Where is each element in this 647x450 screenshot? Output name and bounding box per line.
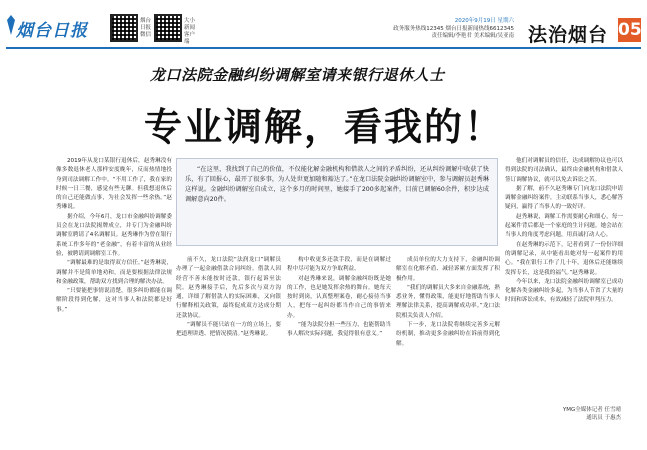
paragraph: 前不久，龙口法院“法润龙口”调解员办理了一起金融借款合同纠纷。借款人因经营不善未能按时还款，银行起诉至法院。赵秀琳接手后，先后多次与双方沟通，详细了解借款人的实际困难，又向银行解释相关政策，最终促成双方达成分期还款协议。 (176, 257, 281, 319)
qr-code-icon (154, 14, 182, 42)
masthead-divider (6, 47, 641, 49)
article-column-5 (505, 157, 623, 447)
section-title: 法治烟台 (528, 24, 609, 46)
page-number: 05 (618, 20, 642, 40)
article-headline: 专业调解，看我的！ (144, 105, 505, 149)
issue-date: 2020年9月19日 星期六 (454, 18, 514, 24)
article-kicker: 龙口法院金融纠纷调解室请来银行退休人士 (150, 66, 445, 84)
lead-quote-box: “在这里，我找到了自己的价值，不仅能化解金融机构和借款人之间的矛盾纠纷，还从纠纷调解中收获了快乐，有了回报心，最开了很多事，为人处世更加随和豁达了。”在龙口法院金融纠纷调解室中，参与调解员赵秀琳这样说。金融纠纷调解室自成立，这个多月的时间里，她接手了200多起案件，目前已调解60余件，积步达成调解意向20件。 (176, 158, 498, 246)
masthead (6, 12, 641, 46)
hotline-info: 政务服务热线12345 烟台日报新闻热线6612345 (393, 25, 514, 32)
paragraph: 2019年从龙口某银行退休后，赵秀琳没有像多数退休老人那样安度晚年，反而热情地投身到司法调解工作中。“不用工作了，我在家的时候一日三餐，感觉有些无聊。但我想退休后的自己还能做点事，为社会发挥一些余热。”赵秀琳说。 (56, 158, 172, 211)
paragraph: 下一步，龙口法院将继续完善多元解纷机制，推动更多金融纠纷在诉前得到化解。 (396, 322, 500, 347)
paragraph: 赵秀琳说，调解工作需要耐心和细心，每一起案件背后都是一个家庭的生计问题。她会站在当事人的角度考虑问题，用真诚打动人心。 (505, 213, 623, 239)
paragraph: 对赵秀琳来说，调解金融纠纷既是她的工作，也是她发挥余热的舞台。她每天按时到岗，认真整理案卷，耐心接待当事人，把每一起纠纷都当作自己的事情来办。 (287, 275, 391, 319)
paragraph: “能为法院分担一些压力，也能帮助当事人解决实际问题，我觉得很有意义。” (287, 322, 391, 338)
paragraph: 今年以来，龙口法院金融纠纷调解室已成功化解各类金融纠纷多起，为当事人节省了大量的时间和诉讼成本，有效减轻了法院审判压力。 (505, 278, 623, 304)
article-column-1 (56, 157, 172, 425)
article-column-2 (176, 256, 281, 426)
qr-label: 烟台日报微信 (140, 18, 152, 38)
paragraph: “我们的调解员大多来自金融系统，熟悉业务，懂得政策，能更好地帮助当事人理解法律关系，提高调解成功率。”龙口法院相关负责人介绍。 (396, 284, 500, 319)
byline (509, 406, 621, 422)
paragraph: “调解最难的是取得双方信任。”赵秀琳说，调解并不是简单地劝和，而是要根据法律法规和金融政策，帮助双方找到合理的解决办法。 (56, 260, 172, 285)
newspaper-logo-icon (6, 14, 16, 36)
paragraph: 在赵秀琳的示范下，记者看到了一份份详细的调解记录，从中能看出她对每一起案件的用心。“我在银行工作了几十年，退休后还能继续发挥专长，这是我的福气。”赵秀琳说。 (505, 241, 623, 276)
article-column-4 (396, 256, 500, 426)
reporter-credit: YMG全媒体记者 任雪晴 (562, 407, 621, 413)
newspaper-logo: 烟台日报 (16, 21, 88, 41)
paragraph: 成员单位的大力支持下，金融纠纷调解室在化解矛盾、减轻诉累方面发挥了积极作用。 (396, 257, 500, 282)
paragraph: 据介绍，今年6月，龙口市金融纠纷调解委员会在龙口法院揭牌成立，并专门为金融纠纷调解室聘请了4名调解员。赵秀琳作为曾在银行系统工作多年的“老金融”，有着丰富的从业经验，被聘请到调解室工作。 (56, 213, 172, 257)
correspondent-credit: 通讯员 于惠杰 (586, 415, 621, 421)
qr-label: 大小新闻客户端 (184, 18, 196, 45)
paragraph: “只要能把事情说清楚，很多纠纷都能在调解阶段得到化解，这对当事人和法院都是好事。” (56, 288, 172, 313)
qr-code-icon (110, 14, 138, 42)
paragraph: 他们对调解员的信任，达成调解协议也可以得到法院的司法确认，最终由金融机构和借款人签订调解协议，就可以免去诉讼之苦。 (505, 158, 623, 183)
article-column-3 (287, 256, 391, 426)
editor-info: 责任编辑/李艳君 美术编辑/吴亚南 (431, 33, 514, 39)
paragraph: 据了解，前不久赵秀琳专门向龙口法院申请调解金融纠纷案件，主动联系当事人，悉心解答疑问，赢得了当事人的一致好评。 (505, 185, 623, 211)
masthead-info (378, 18, 514, 41)
paragraph: 构中收更多还款手段，而是在调解过程中尽可能为双方争取利益。 (287, 257, 391, 273)
paragraph: “调解员不能只站在一方的立场上，要把道理讲透、把情况摸清。”赵秀琳说。 (176, 322, 281, 338)
